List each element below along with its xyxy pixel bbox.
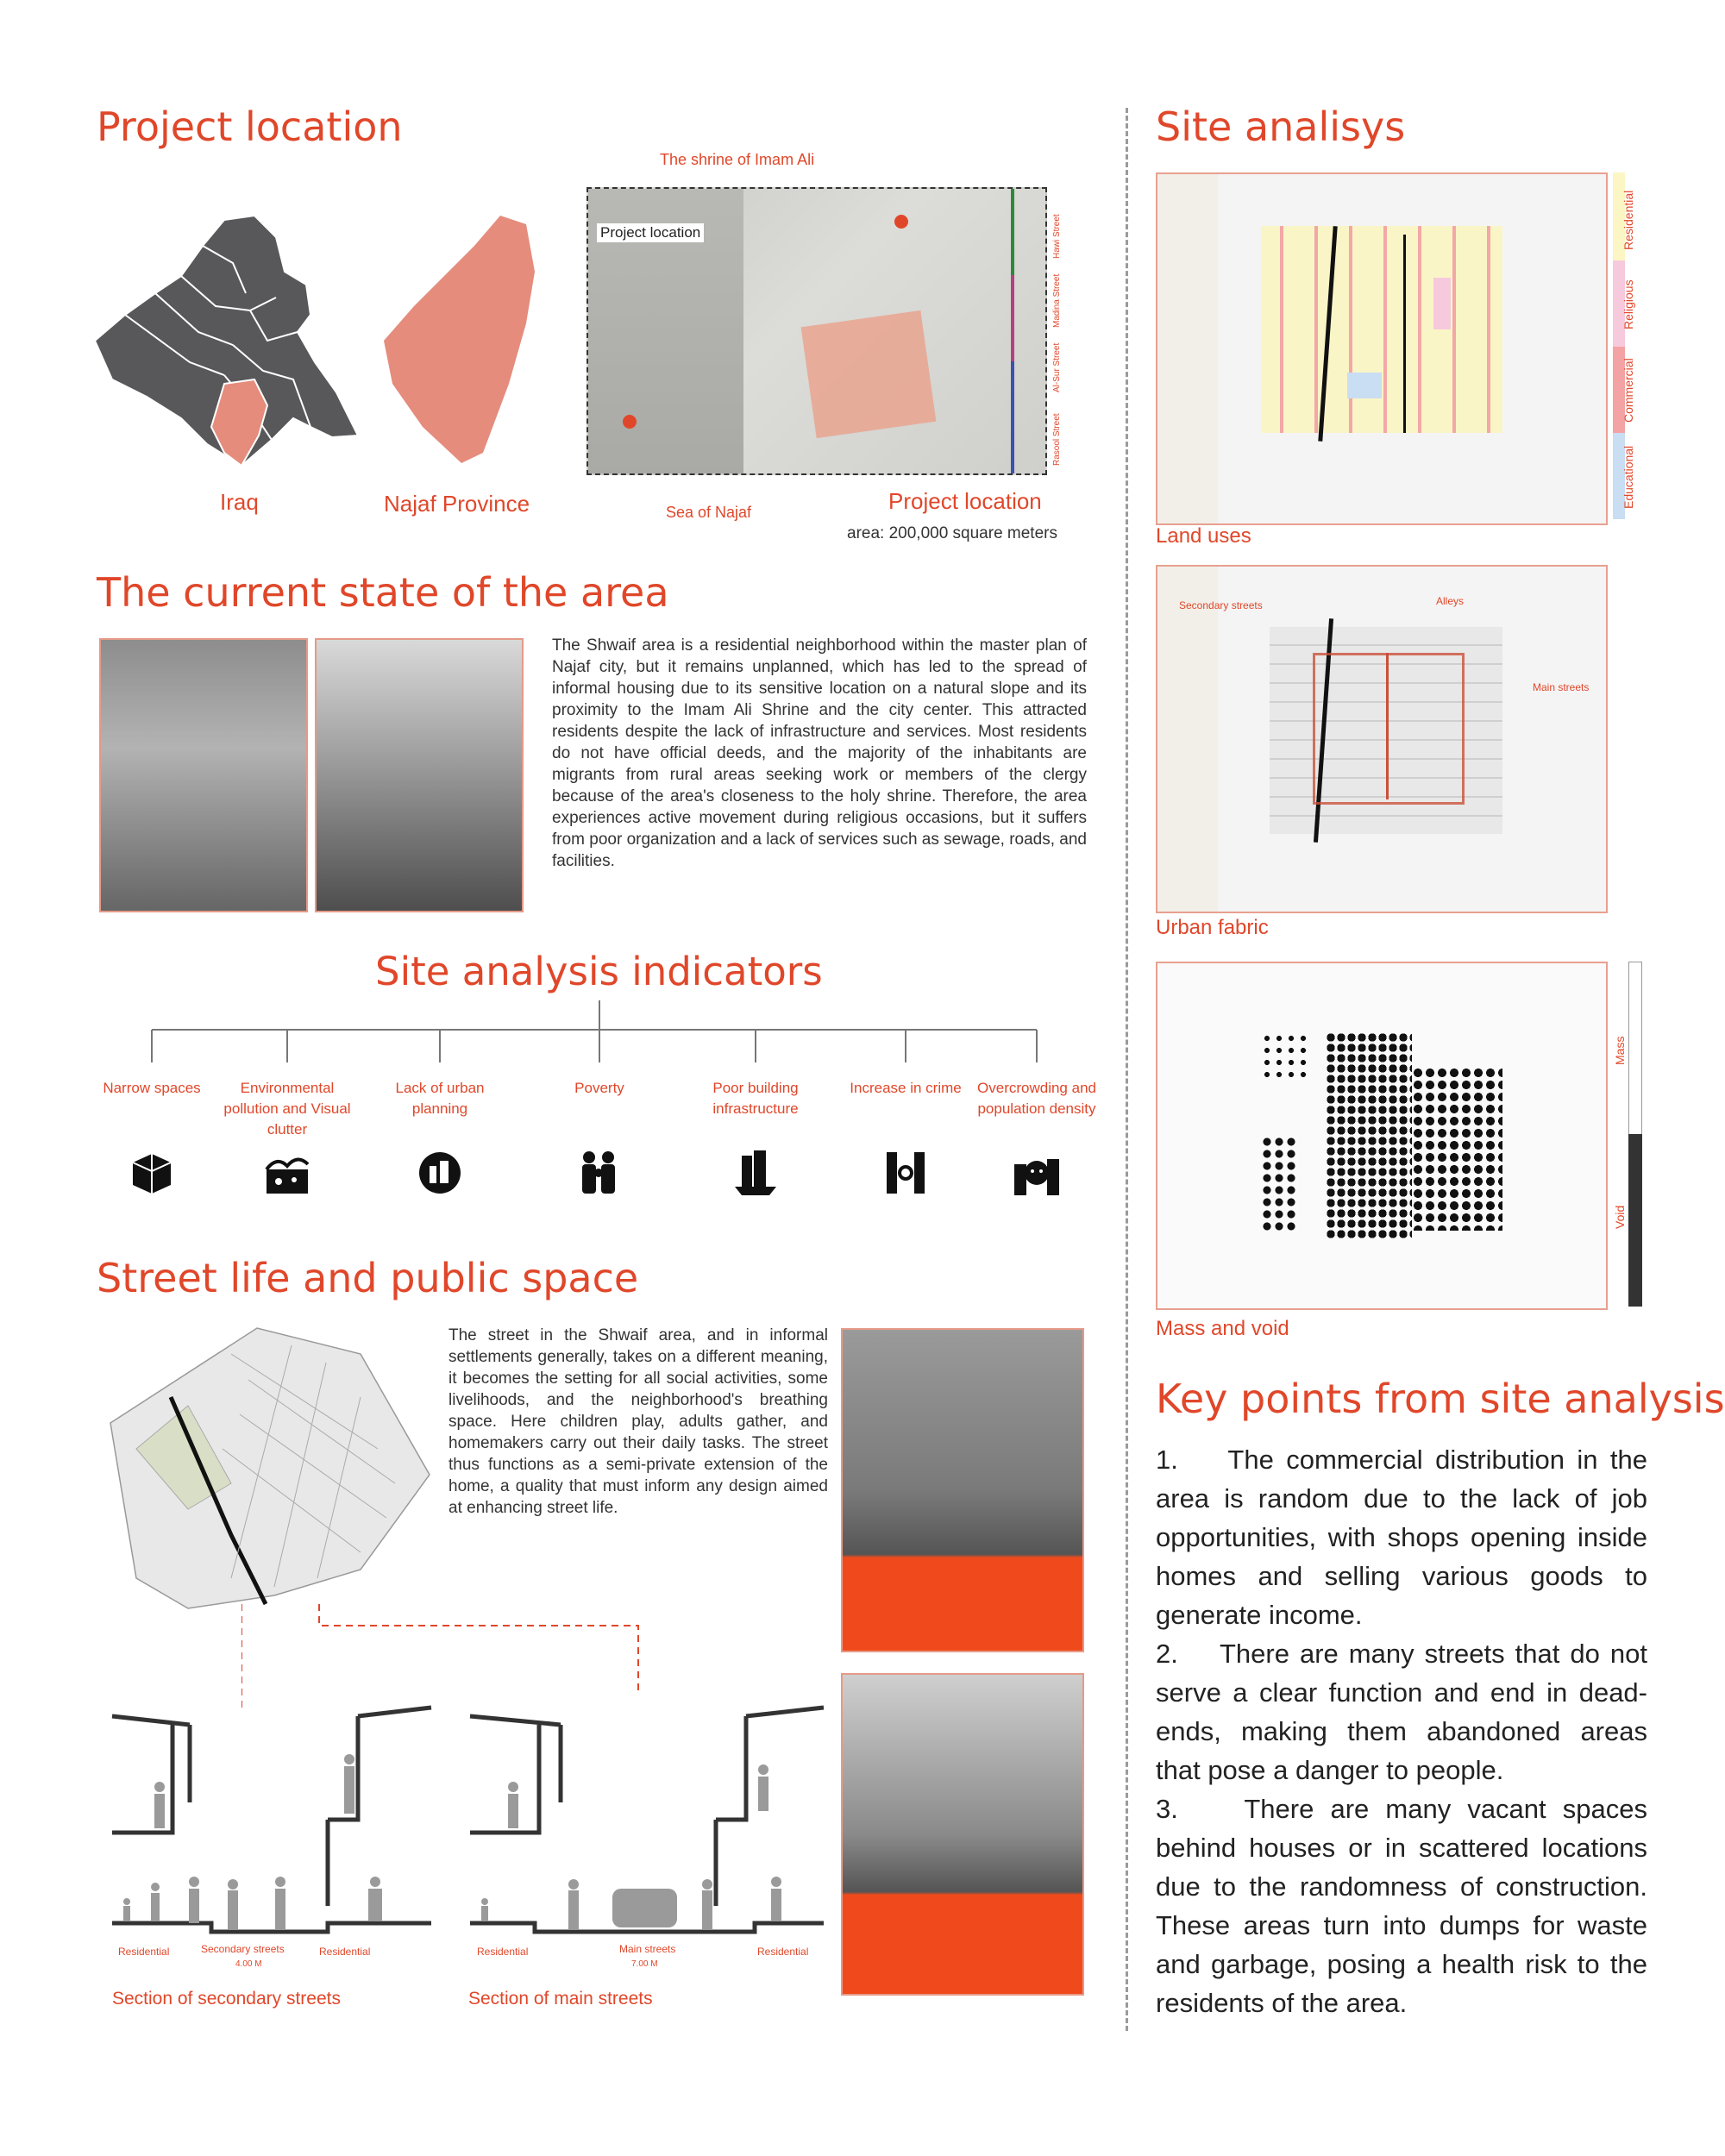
- land-uses-caption: Land uses: [1156, 524, 1251, 548]
- legend-commercial-label: Commercial: [1622, 358, 1635, 423]
- column-divider: [1126, 108, 1128, 2031]
- key-point-2: 2. There are many streets that do not serve a clear function and end in dead-ends, making them abandoned areas that pose a danger to people.: [1156, 1639, 1647, 1785]
- urban-planning-icon: [414, 1147, 466, 1199]
- street-axonometric-map: [102, 1319, 438, 1613]
- urban-fabric-main-label: Main streets: [1533, 681, 1590, 693]
- indicator-label-overcrowding: Overcrowding and population density: [977, 1080, 1096, 1117]
- secondary-section-caption: Section of secondary streets: [112, 1989, 341, 2009]
- street-label-0: Hawi Street: [1052, 214, 1062, 259]
- main-street-section: [466, 1690, 828, 1949]
- indicator-label-crime: Increase in crime: [850, 1080, 962, 1096]
- secondary-section-center: Secondary streets: [201, 1943, 285, 1955]
- urban-fabric-map: [1156, 565, 1608, 913]
- project-location-caption: Project location: [888, 488, 1042, 514]
- street-photo-2: [841, 1673, 1084, 1996]
- indicator-label-poverty: Poverty: [574, 1080, 624, 1096]
- street-label-3: Rasool Street: [1052, 413, 1062, 466]
- key-points-list: [1156, 1440, 1647, 2022]
- shrine-label: The shrine of Imam Ali: [660, 151, 815, 168]
- street-photo-1: [841, 1328, 1084, 1652]
- poverty-icon: [574, 1147, 625, 1199]
- shrine-marker: [894, 215, 908, 229]
- urban-fabric-secondary-label: Secondary streets: [1179, 599, 1263, 611]
- urban-fabric-alleys-label: Alleys: [1436, 595, 1465, 607]
- narrow-spaces-icon: [126, 1147, 178, 1199]
- main-section-center: Main streets: [619, 1943, 676, 1955]
- secondary-section-width: 4.00 M: [235, 1959, 262, 1969]
- crime-icon: [880, 1147, 932, 1199]
- najaf-province-map: [380, 211, 539, 466]
- legend-void-label: Void: [1613, 1205, 1627, 1229]
- legend-residential-label: Residential: [1622, 190, 1635, 250]
- project-site-highlight: [801, 310, 937, 438]
- project-location-map-label: Project location: [597, 223, 704, 242]
- sea-marker: [623, 415, 637, 429]
- legend-mass-swatch: [1628, 962, 1642, 1136]
- secondary-section-right: Residential: [319, 1946, 371, 1958]
- legend-religious-label: Religious: [1622, 279, 1635, 329]
- najaf-province-label: Najaf Province: [384, 491, 530, 517]
- mass-void-map: [1156, 962, 1608, 1310]
- mass-void-caption: Mass and void: [1156, 1317, 1289, 1340]
- pollution-icon: [261, 1147, 313, 1199]
- key-point-3: 3. There are many vacant spaces behind houses or in scattered locations due to the randomness of construction. These areas turn into dumps for waste and garbage, posing a health risk to the residents of the area.: [1156, 1794, 1647, 2018]
- indicator-label-narrow: Narrow spaces: [103, 1080, 201, 1096]
- street-label-1: Madina Street: [1052, 273, 1062, 328]
- street-label-2: Al-Sur Street: [1052, 342, 1062, 392]
- project-location-title: Project location: [97, 103, 403, 150]
- sea-label: Sea of Najaf: [666, 504, 752, 521]
- street-life-title: Street life and public space: [97, 1255, 639, 1301]
- indicators-connector-lines: [147, 1000, 1044, 1069]
- secondary-street-section: [108, 1690, 436, 1949]
- main-section-width: 7.00 M: [631, 1959, 658, 1969]
- project-area-text: area: 200,000 square meters: [847, 524, 1057, 542]
- current-state-photo-1: [99, 638, 308, 912]
- site-analysis-title: Site analisys: [1156, 103, 1406, 150]
- indicator-label-pollution: Environmental pollution and Visual clutter: [223, 1080, 351, 1138]
- overcrowding-icon: [1011, 1147, 1063, 1199]
- urban-fabric-caption: Urban fabric: [1156, 916, 1269, 939]
- main-section-caption: Section of main streets: [468, 1989, 653, 2009]
- iraq-map: [95, 211, 362, 470]
- current-state-photo-2: [315, 638, 524, 912]
- key-point-1: 1. The commercial distribution in the area is random due to the lack of job opportunities, with shops opening inside homes and selling various goods to generate income.: [1156, 1445, 1647, 1630]
- legend-void-swatch: [1628, 1134, 1642, 1307]
- iraq-label: Iraq: [220, 489, 259, 515]
- indicator-label-infrastructure: Poor building infrastructure: [712, 1080, 799, 1117]
- infrastructure-icon: [730, 1147, 781, 1199]
- land-uses-map: [1156, 172, 1608, 525]
- legend-educational-label: Educational: [1622, 445, 1635, 509]
- main-section-right: Residential: [757, 1946, 809, 1958]
- current-state-paragraph: The Shwaif area is a residential neighborhood within the master plan of Najaf city, but it remains unplanned, which has led to the spread of informal housing due to its sensitive location on a natural slope and its proximity to the Imam Ali Shrine and the city center. This attracted residents despite the lack of infrastructure and services. Most residents do not have official deeds, and the majority of the inhabitants are migrants from rural areas seeking work or members of the clergy because of the area's closeness to the holy shrine. Therefore, the area experiences active movement during religious occasions, but it suffers from poor organization and a lack of services such as sewage, roads, and facilities.: [552, 636, 1087, 870]
- main-section-left: Residential: [477, 1946, 529, 1958]
- secondary-section-left: Residential: [118, 1946, 170, 1958]
- current-state-title: The current state of the area: [97, 569, 669, 616]
- project-satellite-map: [586, 187, 1047, 475]
- legend-mass-label: Mass: [1613, 1036, 1627, 1065]
- key-points-title: Key points from site analysis: [1156, 1376, 1725, 1422]
- indicator-label-planning: Lack of urban planning: [395, 1080, 485, 1117]
- street-life-paragraph: The street in the Shwaif area, and in informal settlements generally, takes on a different meaning, it becomes the setting for all social activities, some livelihoods, and the neighborhood's breathing space. Here children play, adults gather, and homemakers carry out their daily tasks. The street thus functions as a semi-private extension of the home, a quality that must inform any design aimed at enhancing street life.: [448, 1326, 828, 1517]
- indicators-title: Site analysis indicators: [375, 949, 823, 994]
